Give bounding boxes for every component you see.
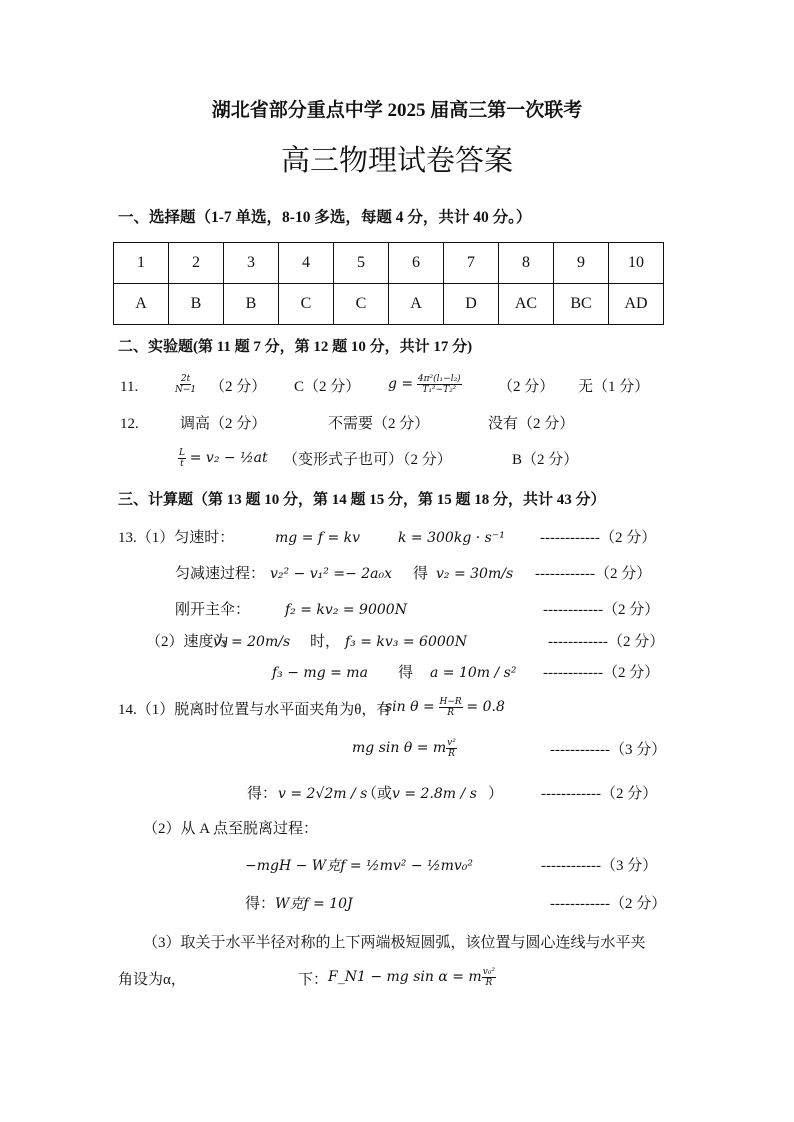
- q14-score: ------------（2 分）: [541, 786, 658, 802]
- answer-cell: A: [114, 284, 169, 325]
- q13-text: 得: [413, 566, 429, 582]
- answer-cell: C: [279, 284, 334, 325]
- q14-label: 下：: [298, 972, 329, 988]
- answer-cell: A: [389, 284, 444, 325]
- fraction-denominator: R: [485, 978, 493, 989]
- question-number-cell: 10: [609, 243, 664, 284]
- section3-heading: 三、计算题（第 13 题 10 分，第 14 题 15 分，第 15 题 18 分，共计 43 分）: [118, 492, 606, 508]
- q14-line8: 角设为α，: [118, 972, 186, 988]
- question-number-cell: 4: [279, 243, 334, 284]
- question-number-cell: 1: [114, 243, 169, 284]
- q13-eq: mg = f = kv: [275, 530, 361, 546]
- section2-heading: 二、实验题(第 11 题 7 分，第 12 题 10 分，共计 17 分): [118, 339, 473, 355]
- question-number-cell: 3: [224, 243, 279, 284]
- q14-eq2: [352, 738, 457, 759]
- fraction-numerator: 2t: [180, 374, 191, 385]
- q13-text: 得: [398, 665, 414, 681]
- q13-label: 13.（1）匀速时：: [118, 530, 235, 546]
- q13-text: 时，: [310, 634, 341, 650]
- q13-eq: v₃ = 20m/s: [213, 634, 291, 650]
- q12-answer1: 调高（2 分）: [180, 416, 267, 432]
- question-number-cell: 7: [444, 243, 499, 284]
- q14-label: 得：: [247, 786, 278, 802]
- equation-rhs: = 0.8: [466, 699, 505, 715]
- q14-eq5: −mgH − W克f = ½mv² − ½mv₀²: [245, 858, 473, 874]
- q13-eq: v₂² − v₁² =− 2a₀x: [270, 566, 393, 582]
- q14-eq1: [385, 697, 505, 718]
- q14-score: ------------（3 分）: [550, 742, 667, 758]
- answer-cell: B: [224, 284, 279, 325]
- q11-answer2: C（2 分）: [294, 379, 361, 395]
- fraction-numerator: H−R: [439, 697, 462, 708]
- answer-cell: B: [169, 284, 224, 325]
- q11-score1: （2 分）: [210, 379, 267, 395]
- equation-lhs: g =: [388, 376, 414, 392]
- fraction-denominator: R: [448, 749, 455, 760]
- answer-row: [114, 284, 664, 325]
- answer-cell: C: [334, 284, 389, 325]
- q14-eq8: [328, 967, 496, 988]
- q13-score: ------------（2 分）: [548, 634, 665, 650]
- q14-score: ------------（3 分）: [541, 858, 658, 874]
- q13-eq: f₃ − mg = ma: [272, 665, 368, 681]
- q11-answer3: [388, 374, 462, 395]
- q14-line4: （2）从 A 点至脱离过程：: [143, 821, 319, 837]
- q11-answer4: 无（1 分）: [578, 379, 650, 395]
- q12-number: 12.: [120, 416, 139, 432]
- answer-cell: AD: [609, 284, 664, 325]
- q13-label: 刚开主伞：: [175, 602, 251, 618]
- fraction-denominator: N−1: [175, 385, 197, 396]
- q11-number: 11.: [120, 379, 139, 395]
- question-number-cell: 9: [554, 243, 609, 284]
- answer-cell: D: [444, 284, 499, 325]
- q14-label: 得：: [245, 896, 276, 912]
- q13-score: ------------（2 分）: [543, 602, 660, 618]
- equation-lhs: mg sin θ = m: [352, 740, 447, 756]
- q12-answer3: 没有（2 分）: [488, 416, 575, 432]
- q13-label: 匀减速过程：: [175, 566, 266, 582]
- q12-answer5: B（2 分）: [512, 452, 579, 468]
- q13-eq: a = 10m / s²: [430, 665, 517, 681]
- q14-line7: （3）取关于水平半径对称的上下两端极短圆弧，该位置与圆心连线与水平夹: [143, 935, 646, 951]
- fraction-numerator: v₀²: [482, 967, 495, 978]
- equation-lhs: sin θ =: [385, 699, 435, 715]
- q13-eq: f₃ = kv₃ = 6000N: [345, 634, 467, 650]
- q14-line1: 14.（1）脱离时位置与水平面夹角为θ，有: [118, 702, 392, 718]
- exam-title: 湖北省部分重点中学 2025 届高三第一次联考: [211, 100, 583, 121]
- q14-eq6: W克f = 10J: [275, 896, 353, 912]
- q13-score: ------------（2 分）: [535, 566, 652, 582]
- question-number-cell: 5: [334, 243, 389, 284]
- q12-answer4: [178, 448, 268, 469]
- q14-eq3-alt: v = 2.8m / s: [392, 786, 477, 802]
- answer-table: [113, 242, 664, 325]
- question-number-cell: 2: [169, 243, 224, 284]
- q14-text: （或: [362, 786, 393, 802]
- page-title: 高三物理试卷答案: [280, 145, 513, 177]
- q12-note: （变形式子也可）（2 分）: [283, 452, 452, 468]
- equation-rhs: = v₂ − ½at: [189, 450, 268, 466]
- fraction-numerator: 4π²(l₁−l₂): [417, 374, 461, 385]
- fraction-denominator: t: [180, 459, 184, 470]
- q12-answer2: 不需要（2 分）: [328, 416, 430, 432]
- q13-eq: k = 300kg · s⁻¹: [398, 530, 505, 546]
- q14-text: ）: [488, 786, 504, 802]
- question-number-cell: 6: [389, 243, 444, 284]
- q11-score3: （2 分）: [498, 379, 555, 395]
- q14-eq3: v = 2√2m / s: [278, 786, 368, 802]
- q11-answer1: [175, 374, 196, 395]
- equation-lhs: F_N1 − mg sin α = m: [328, 969, 482, 985]
- q13-eq: v₂ = 30m/s: [436, 566, 514, 582]
- q13-eq: f₂ = kv₂ = 9000N: [285, 602, 407, 618]
- q13-score: ------------（2 分）: [543, 665, 660, 681]
- q13-score: ------------（2 分）: [540, 530, 657, 546]
- section1-heading: 一、选择题（1-7 单选，8-10 多选，每题 4 分，共计 40 分。）: [118, 209, 532, 226]
- fraction-numerator: L: [179, 448, 185, 459]
- answer-cell: AC: [499, 284, 554, 325]
- fraction-denominator: T₁²−T₂²: [422, 385, 457, 396]
- q13-label: （2）速度为: [146, 634, 229, 650]
- fraction-denominator: R: [447, 708, 454, 719]
- answer-cell: BC: [554, 284, 609, 325]
- question-number-row: [114, 243, 664, 284]
- fraction-numerator: v²: [447, 738, 456, 749]
- q14-score: ------------（2 分）: [550, 896, 667, 912]
- question-number-cell: 8: [499, 243, 554, 284]
